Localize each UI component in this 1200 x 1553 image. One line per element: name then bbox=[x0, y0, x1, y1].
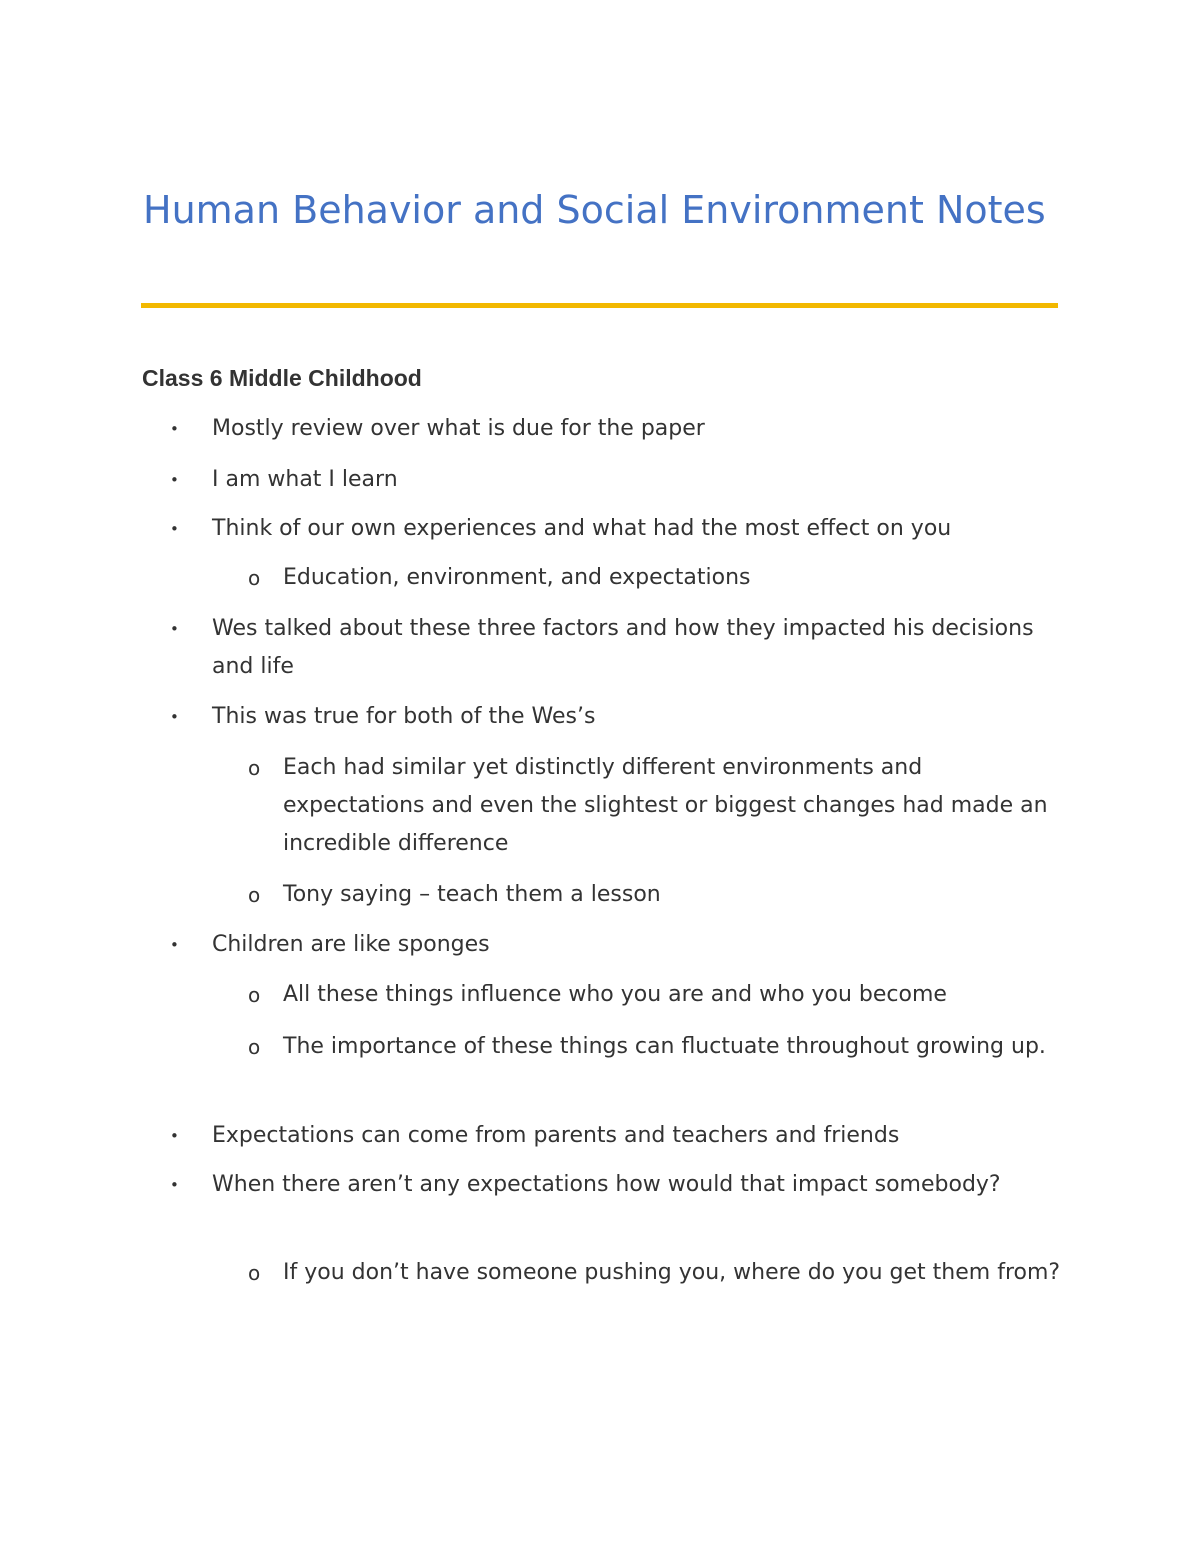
bullet-icon: • bbox=[170, 520, 179, 538]
sub-bullet-icon: o bbox=[248, 1261, 261, 1285]
page-title: Human Behavior and Social Environment Notes bbox=[143, 188, 1046, 232]
bullet-icon: • bbox=[170, 471, 179, 489]
list-item-text: When there aren’t any expectations how would that impact somebody? bbox=[212, 1172, 1001, 1197]
sub-list-item-text: Each had similar yet distinctly different environments and expectations and even the slightest or biggest changes had made an incredible difference bbox=[283, 755, 1048, 856]
sub-bullet-icon: o bbox=[248, 756, 261, 780]
list-item-text: Wes talked about these three factors and how they impacted his decisions and life bbox=[212, 616, 1034, 679]
list-item-text: This was true for both of the Wes’s bbox=[212, 704, 596, 729]
bullet-icon: • bbox=[170, 708, 179, 726]
sub-list-item-text: If you don’t have someone pushing you, where do you get them from? bbox=[283, 1260, 1061, 1285]
sub-bullet-icon: o bbox=[248, 1035, 261, 1059]
bullet-icon: • bbox=[170, 1176, 179, 1194]
sub-bullet-icon: o bbox=[248, 883, 261, 907]
sub-list-item-text: Tony saying – teach them a lesson bbox=[283, 882, 661, 907]
sub-list-item-text: All these things influence who you are and who you become bbox=[283, 982, 947, 1007]
sub-list-item-text: Education, environment, and expectations bbox=[283, 565, 751, 590]
sub-bullet-icon: o bbox=[248, 983, 261, 1007]
title-divider bbox=[141, 303, 1058, 308]
list-item-text: Children are like sponges bbox=[212, 932, 490, 957]
list-item-text: Think of our own experiences and what had the most effect on you bbox=[212, 516, 952, 541]
bullet-icon: • bbox=[170, 1127, 179, 1145]
list-item-text: I am what I learn bbox=[212, 467, 398, 492]
bullet-icon: • bbox=[170, 936, 179, 954]
section-heading: Class 6 Middle Childhood bbox=[142, 365, 422, 391]
sub-bullet-icon: o bbox=[248, 566, 261, 590]
bullet-icon: • bbox=[170, 620, 179, 638]
list-item-text: Expectations can come from parents and teachers and friends bbox=[212, 1123, 900, 1148]
sub-list-item-text: The importance of these things can fluctuate throughout growing up. bbox=[283, 1034, 1046, 1059]
bullet-icon: • bbox=[170, 420, 179, 438]
list-item-text: Mostly review over what is due for the paper bbox=[212, 416, 705, 441]
